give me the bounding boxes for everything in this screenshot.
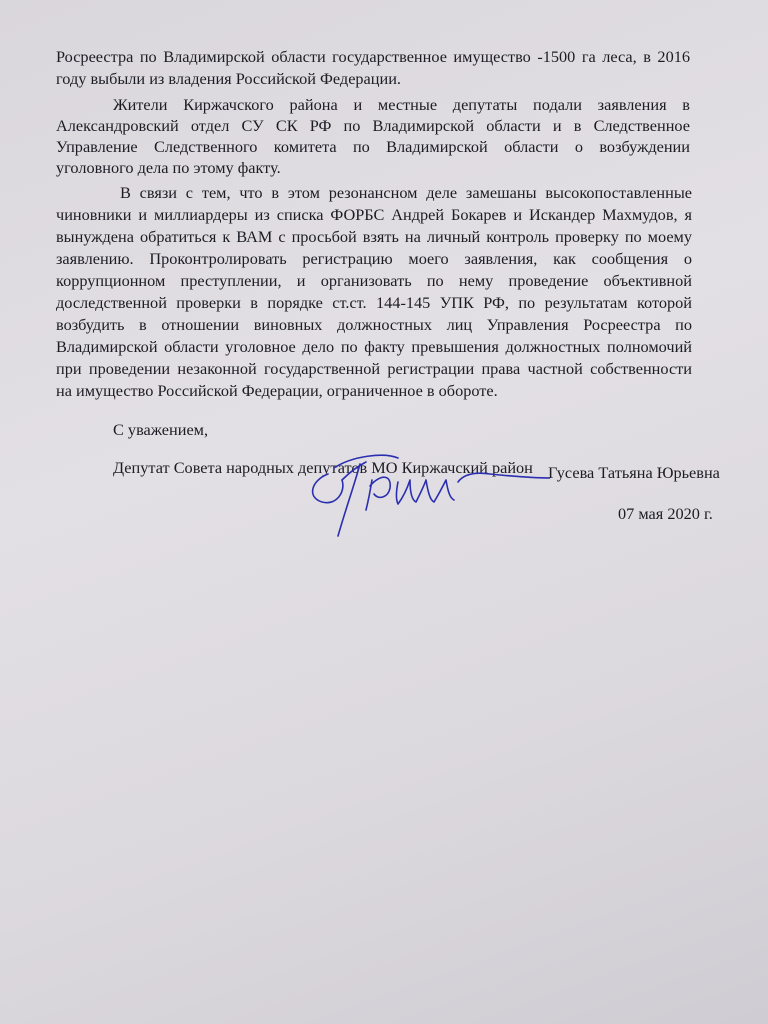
letter-line: Владимирской области уголовное дело по факту превышения должностных полномочий: [56, 337, 692, 356]
letter-line: чиновники и миллиардеры из списка ФОРБС Андрей Бокарев и Искандер Махмудов, я: [56, 205, 692, 224]
letter-line: возбудить в отношении виновных должностных лиц Управления Росреестра по: [56, 315, 692, 334]
letter-line: на имущество Российской Федерации, ограниченное в обороте.: [56, 381, 498, 400]
signer-title: Депутат Совета народных депутатов МО Киржачский район: [113, 458, 533, 477]
letter-line: году выбыли из владения Российской Федерации.: [56, 69, 401, 88]
letter-date: 07 мая 2020 г.: [618, 504, 713, 523]
letter-line: Александровский отдел СУ СК РФ по Владимирской области и в Следственное: [56, 116, 690, 135]
letter-line: уголовного дела по этому факту.: [56, 158, 281, 177]
signer-name: Гусева Татьяна Юрьевна: [548, 463, 720, 482]
letter-line: вынуждена обратиться к ВАМ с просьбой взять на личный контроль проверку по моему: [56, 227, 692, 246]
closing: С уважением,: [113, 420, 209, 439]
letter-line: при проведении незаконной государственной регистрации права частной собственности: [56, 359, 692, 378]
letter-line: доследственной проверки в порядке ст.ст. 144-145 УПК РФ, по результатам которой: [56, 293, 692, 312]
letter-line: Жители Киржачского района и местные депутаты подали заявления в: [113, 95, 690, 114]
signature: [300, 452, 550, 542]
letter-line: Управление Следственного комитета по Владимирской области о возбуждении: [56, 137, 690, 156]
letter-line: коррупционном преступлении, и организовать по нему проведение объективной: [56, 271, 692, 290]
letter-line: В связи с тем, что в этом резонансном деле замешаны высокопоставленные: [120, 183, 692, 202]
letter-line: Росреестра по Владимирской области государственное имущество -1500 га леса, в 2016: [56, 47, 690, 66]
letter-line: заявлению. Проконтролировать регистрацию моего заявления, как сообщения о: [56, 249, 692, 268]
